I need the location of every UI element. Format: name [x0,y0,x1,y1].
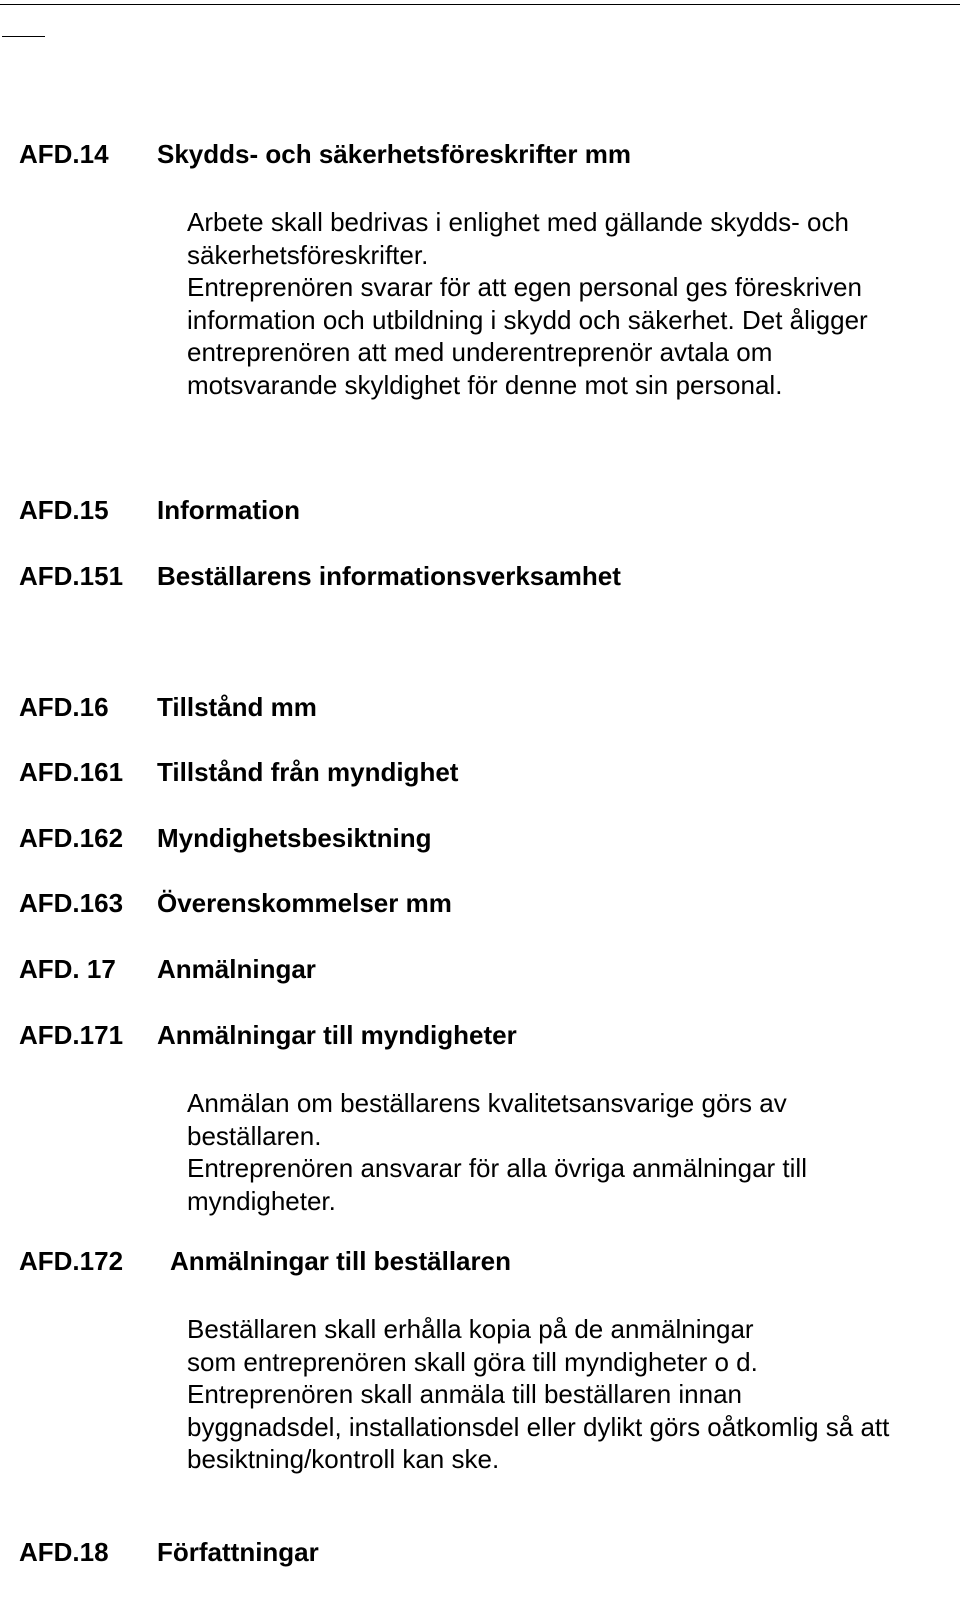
body-line: information och utbildning i skydd och säkerhet. Det åligger [187,304,868,335]
section-title-afd-161: Tillstånd från myndighet [157,757,459,787]
section-code-afd-18: AFD.18 [19,1537,109,1567]
body-line: Entreprenören ansvarar för alla övriga anmälningar till [187,1153,807,1184]
body-line: som entreprenören skall göra till myndigheter o d. [187,1346,758,1377]
section-title-afd-16: Tillstånd mm [157,692,317,722]
body-line: Anmälan om beställarens kvalitetsansvarige görs av [187,1088,787,1118]
section-code-afd-14: AFD.14 [19,139,109,169]
section-code-afd-16: AFD.16 [19,692,109,722]
section-code-afd-151: AFD.151 [19,561,124,591]
header-short-rule [2,36,45,37]
body-line: myndigheter. [187,1185,336,1216]
section-title-afd-172: Anmälningar till beställaren [170,1246,511,1276]
section-body-afd-14 [187,206,957,402]
body-line: besiktning/kontroll kan ske. [187,1444,500,1475]
section-body-afd-171 [187,1087,957,1217]
section-title-afd-14: Skydds- och säkerhetsföreskrifter mm [157,139,631,169]
section-title-afd-18: Författningar [157,1537,319,1567]
body-line: byggnadsdel, installationsdel eller dylikt görs oåtkomlig så att [187,1411,890,1442]
section-code-afd-172: AFD.172 [19,1246,124,1276]
section-title-afd-17: Anmälningar [157,954,316,984]
body-line: motsvarande skyldighet för denne mot sin personal. [187,369,783,400]
section-title-afd-171: Anmälningar till myndigheter [157,1020,517,1050]
section-body-afd-172 [187,1313,957,1476]
body-line: Entreprenören svarar för att egen personal ges föreskriven [187,272,862,303]
body-line: säkerhetsföreskrifter. [187,239,429,270]
section-title-afd-162: Myndighetsbesiktning [157,823,432,853]
section-code-afd-15: AFD.15 [19,495,109,525]
body-line: entreprenören att med underentreprenör avtala om [187,337,773,368]
section-code-afd-163: AFD.163 [19,888,124,918]
section-title-afd-163: Överenskommelser mm [157,888,452,918]
section-code-afd-171: AFD.171 [19,1020,124,1050]
body-line: Arbete skall bedrivas i enlighet med gällande skydds- och [187,207,849,237]
section-title-afd-151: Beställarens informationsverksamhet [157,561,621,591]
top-rule [0,4,960,5]
section-code-afd-162: AFD.162 [19,823,124,853]
section-code-afd-17: AFD. 17 [19,954,116,984]
body-line: beställaren. [187,1120,322,1151]
body-line: Entreprenören skall anmäla till beställaren innan [187,1379,742,1410]
body-line: Beställaren skall erhålla kopia på de anmälningar [187,1314,754,1344]
section-code-afd-161: AFD.161 [19,757,124,787]
section-title-afd-15: Information [157,495,300,525]
